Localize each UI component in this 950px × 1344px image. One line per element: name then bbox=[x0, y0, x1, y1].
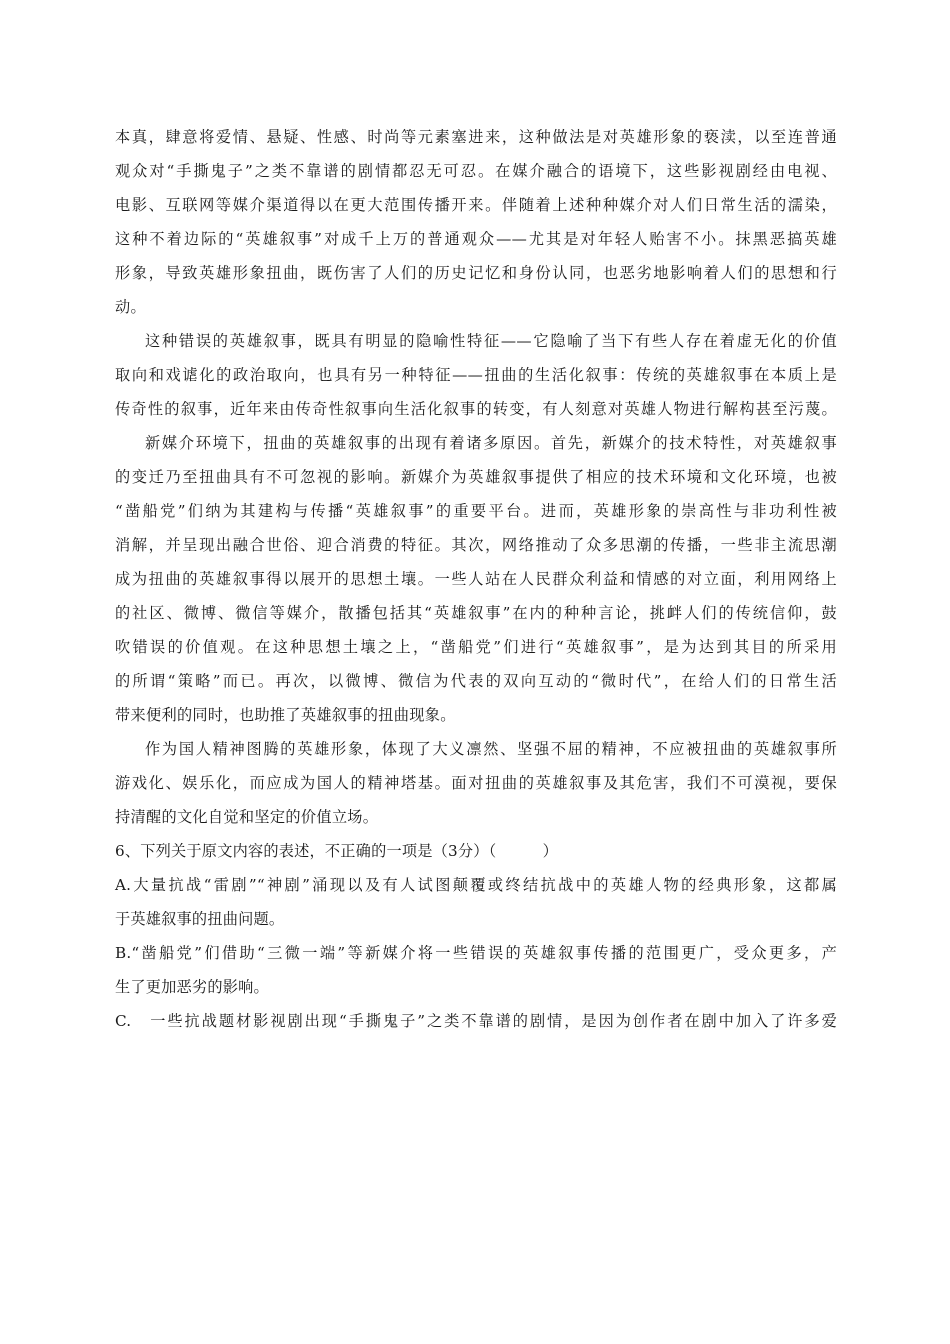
text-line: 带来便利的同时，也助推了英雄叙事的扭曲现象。 bbox=[115, 706, 456, 724]
text-line: 形象，导致英雄形象扭曲，既伤害了人们的历史记忆和身份认同，也恶劣地影响着人们的思想和行 bbox=[115, 264, 837, 282]
text-line: 这种不着边际的“英雄叙事”对成千上万的普通观众——尤其是对年轻人贻害不小。抹黑恶搞英雄 bbox=[115, 230, 837, 248]
text-line: 的变迁乃至扭曲具有不可忽视的影响。新媒介为英雄叙事提供了相应的技术环境和文化环境，也被 bbox=[115, 468, 837, 486]
text-line: 传奇性的叙事，近年来由传奇性叙事向生活化叙事的转变，有人刻意对英雄人物进行解构甚至污蔑。 bbox=[115, 400, 837, 418]
text-line: 的所谓“策略”而已。再次，以微博、微信为代表的双向互动的“微时代”，在给人们的日常生活 bbox=[115, 672, 837, 690]
text-line: 新媒介环境下，扭曲的英雄叙事的出现有着诸多原因。首先，新媒介的技术特性，对英雄叙事 bbox=[145, 434, 837, 452]
option-line: 生了更加恶劣的影响。 bbox=[115, 978, 269, 996]
question-block bbox=[115, 834, 837, 1038]
text-line: 游戏化、娱乐化，而应成为国人的精神塔基。面对扭曲的英雄叙事及其危害，我们不可漠视，要保 bbox=[115, 774, 837, 792]
text-line: 作为国人精神图腾的英雄形象，体现了大义凛然、坚强不屈的精神，不应被扭曲的英雄叙事所 bbox=[145, 740, 837, 758]
text-line: 本真，肆意将爱情、悬疑、性感、时尚等元素塞进来，这种做法是对英雄形象的亵渎，以至连普通 bbox=[115, 128, 837, 146]
option-line: B.“凿船党”们借助“三微一端”等新媒介将一些错误的英雄叙事传播的范围更广，受众更多，产 bbox=[115, 944, 837, 962]
text-line: 的社区、微博、微信等媒介，散播包括其“英雄叙事”在内的种种言论，挑衅人们的传统信仰，鼓 bbox=[115, 604, 837, 622]
question-options bbox=[115, 868, 837, 1038]
text-line: 持清醒的文化自觉和坚定的价值立场。 bbox=[115, 808, 379, 826]
text-line: 吹错误的价值观。在这种思想土壤之上，“凿船党”们进行“英雄叙事”，是为达到其目的所采用 bbox=[115, 638, 837, 656]
text-line: 动。 bbox=[115, 298, 146, 316]
option-line: A.大量抗战“雷剧”“神剧”涌现以及有人试图颠覆或终结抗战中的英雄人物的经典形象，这都属 bbox=[115, 876, 837, 894]
option-line: C. 一些抗战题材影视剧出现“手撕鬼子”之类不靠谱的剧情，是因为创作者在剧中加入了许多爱 bbox=[115, 1012, 837, 1030]
text-line: “凿船党”们纳为其建构与传播“英雄叙事”的重要平台。进而，英雄形象的崇高性与非功利性被 bbox=[115, 502, 837, 520]
text-line: 观众对“手撕鬼子”之类不靠谱的剧情都忍无可忍。在媒介融合的语境下，这些影视剧经由电视、 bbox=[115, 162, 837, 180]
text-line: 这种错误的英雄叙事，既具有明显的隐喻性特征——它隐喻了当下有些人存在着虚无化的价值 bbox=[145, 332, 837, 350]
document-page bbox=[115, 120, 837, 1038]
text-line: 成为扭曲的英雄叙事得以展开的思想土壤。一些人站在人民群众利益和情感的对立面，利用网络上 bbox=[115, 570, 837, 588]
article-body bbox=[115, 120, 837, 834]
text-line: 取向和戏谑化的政治取向，也具有另一种特征——扭曲的生活化叙事：传统的英雄叙事在本质上是 bbox=[115, 366, 837, 384]
option-line: 于英雄叙事的扭曲问题。 bbox=[115, 910, 285, 928]
question-stem: 6、下列关于原文内容的表述，不正确的一项是（3分）（ ） bbox=[115, 842, 558, 860]
text-line: 电影、互联网等媒介渠道得以在更大范围传播开来。伴随着上述种种媒介对人们日常生活的濡染， bbox=[115, 196, 837, 214]
text-line: 消解，并呈现出融合世俗、迎合消费的特征。其次，网络推动了众多思潮的传播，一些非主流思潮 bbox=[115, 536, 837, 554]
